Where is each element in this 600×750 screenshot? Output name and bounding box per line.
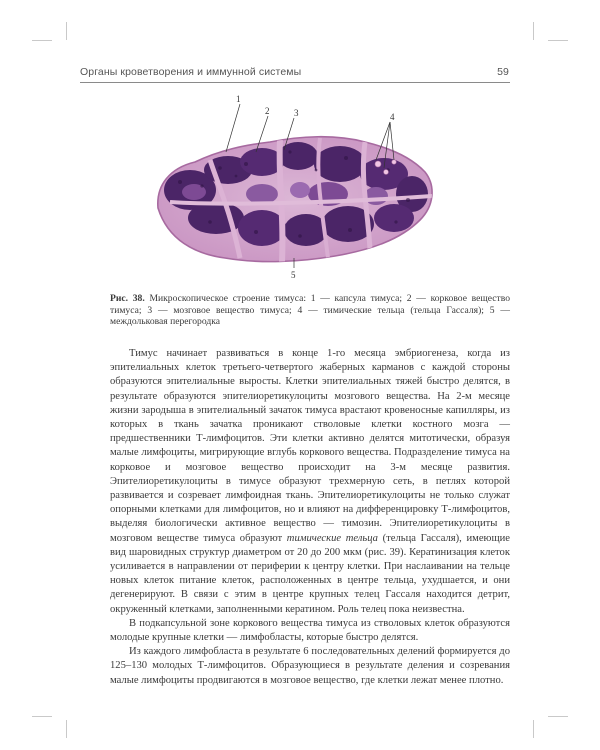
crop-mark-bottom-right-v (533, 720, 534, 738)
paragraph-3: Из каждого лимфобласта в результате 6 последовательных делений формируется до 125–130 молодых Т-лимфоцитов. Образующиеся в результате деления и созревания малые лимфоциты продвигаются в мозговое вещество, где клетки лежат менее плотно. (110, 646, 510, 686)
figure-caption-label: Рис. 38. (110, 293, 145, 304)
thymus-micrograph (150, 90, 440, 280)
paragraph-2: В подкапсульной зоне коркового вещества тимуса из стволовых клеток образуются молодые крупные клетки — лимфобласты, которые быстро делятся. (110, 617, 510, 644)
crop-mark-bottom-left-h (32, 716, 52, 717)
body-text (110, 347, 510, 688)
callout-2: 2 (265, 106, 270, 116)
callout-3: 3 (294, 108, 299, 118)
running-header (80, 66, 509, 80)
crop-mark-bottom-left-v (66, 720, 67, 738)
term-thymic-corpuscles: тимические тельца (286, 532, 378, 544)
callout-5: 5 (291, 270, 296, 280)
running-title: Органы кроветворения и иммунной системы (80, 66, 302, 78)
figure-caption (110, 293, 510, 328)
crop-mark-top-right-h (548, 40, 568, 41)
thymus-micrograph-figure (150, 90, 440, 280)
crop-mark-bottom-right-h (548, 716, 568, 717)
header-rule (80, 82, 510, 83)
callout-1: 1 (236, 94, 241, 104)
crop-mark-top-right-v (533, 22, 534, 40)
callout-4: 4 (390, 112, 395, 122)
crop-mark-top-left-h (32, 40, 52, 41)
paragraph-1-part-a: Тимус начинает развиваться в конце 1-го месяца эмбриогенеза, когда из эпителиальных клеток третьего-четвертого жаберных карманов с каждой стороны образуются эпителиальные выросты. Клетки эпителиальных тяжей быстро делятся, в результате образуются эпителиоретикулоциты мозгового вещества. На 2-м месяце жизни зародыша в эпителиальный зачаток тимуса врастают кровеносные капилляры, из которых в ткань зачатка проникают стволовые клетки костного мозга — предшественники Т-лимфоцитов. Эти клетки активно делятся митотически, образуя малые лимфоциты, мигрирующие вглубь коркового вещества. Подразделение тимуса на корковое и мозговое вещество происходит на 3-м месяце развития. Эпителиоретикулоциты в тимусе образуют трехмерную сеть, в петлях которой развивается и созревает лимфоидная ткань. Эпителиоретикулоциты не только служат опорными клетками для лимфоцитов, но и влияют на дифференцировку Т-лимфоцитов, выделяя биологически активное вещество — тимозин. Эпителиоретикулоциты в мозговом веществе тимуса образуют (110, 348, 510, 544)
paragraph-1 (110, 347, 510, 617)
figure-caption-text: Микроскопическое строение тимуса: 1 — капсула тимуса; 2 — корковое вещество тимуса; 3 — мозговое вещество тимуса; 4 — тимические тельца (тельца Гассаля); 5 — междольковая перегородка (110, 293, 510, 328)
crop-mark-top-left-v (66, 22, 67, 40)
page-number: 59 (497, 66, 509, 78)
paragraph-1-part-b: (тельца Гассаля), имеющие вид шаровидных структур диаметром от 20 до 200 мкм (рис. 39). Кератинизация клеток усиливается в направлении от периферии к центру клетки. При наслаивании на тельце новых клеток питание клеток, расположенных в центре тельца, ухудшается, и они дегенерируют. В связи с этим в центре крупных телец Гассаля находится детрит, окруженный клетками, заполненными кератином. Роль телец пока неизвестна. (110, 532, 510, 615)
